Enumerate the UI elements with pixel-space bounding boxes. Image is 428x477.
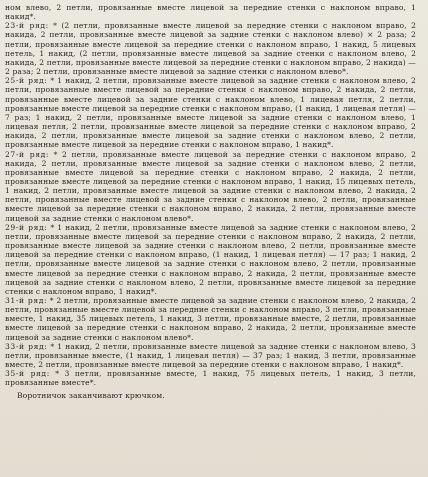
final-note: Воротничок заканчивают крючком. bbox=[17, 390, 165, 400]
paragraph-text: * 1 накид, 2 петли, провязанные вместе лицевой за задние стенки с наклоном влево, 3 петли, провязанные вместе, (1 накид, 1 лицевая петля) — 37 раз; 1 накид, 3 петли, провязанные вместе, 2 петли, провязанные вместе лицевой за передние стенки с наклоном вправо, 1 накид*. bbox=[5, 341, 416, 370]
row-heading: 35-й ряд: bbox=[5, 369, 50, 379]
paragraph-row-25 bbox=[5, 76, 416, 149]
paragraph-row-33 bbox=[5, 342, 416, 369]
row-heading: 23-й ряд: bbox=[5, 21, 49, 31]
knitting-instructions bbox=[5, 3, 416, 400]
paragraph-continuation bbox=[5, 3, 416, 21]
row-heading: 33-й ряд: bbox=[5, 341, 48, 351]
paragraph-text: * 1 накид, 2 петли, провязанные вместе лицевой за задние стенки с наклоном влево, 2 петли, провязанные вместе лицевой за передние стенки с наклоном вправо, 2 накида, 2 петли, провязанные вместе лицевой за задние стенки с наклоном влево, 2 петли, провязанные вместе лицевой за передние стенки с наклоном вправо, (1 накид, 1 лицевая петля) — 17 раз; 1 накид, 2 петли, провязанные вместе лицевой за задние стенки с наклоном влево, 2 петли, провязанные вместе лицевой за передние стенки с наклоном вправо, 2 накида, 2 петли, провязанные вместе лицевой за задние стенки с наклоном влево, 2 петли, провязанные вместе лицевой за передние стенки с наклоном вправо, 1 накид*. bbox=[5, 222, 416, 296]
paragraph-text: * 3 петли, провязанные вместе, 1 накид, 75 лицевых петель, 1 накид, 3 петли, провязанные вместе*. bbox=[5, 369, 416, 388]
row-heading: 29-й ряд: bbox=[5, 222, 48, 232]
paragraph-text: * 2 петли, провязанные вместе лицевой за задние стенки с наклоном влево, 2 накида, 2 петли, провязанные вместе лицевой за передние стенки с наклоном вправо, 3 петли, провязанные вместе, 1 накид, 35 лицевых петель, 1 накид, 3 петли, провязанные вместе, 2 петли, провязанные вместе лицевой за передние стенки с наклоном вправо, 2 накида, 2 петли, провязанные вместе лицевой за задние стенки с наклоном влево*. bbox=[5, 296, 417, 342]
paragraph-text: ном влево, 2 петли, провязанные вместе лицевой за передние стенки с наклоном вправо, 1 накид*. bbox=[5, 3, 416, 22]
paragraph-row-23 bbox=[5, 21, 416, 76]
paragraph-text: * 1 накид, 2 петли, провязанные вместе лицевой за задние стенки с наклоном влево, 2 петли, провязанные вместе лицевой за передние стенки с наклоном вправо, 2 накида, 2 петли, провязанные вместе лицевой за задние стенки с наклоном влево, 1 лицевая петля, 2 петли, провязанные вместе лицевой за передние стенки с наклоном вправо, (1 накид, 1 лицевая петля) — 7 раз; 1 накид, 2 петли, провязанные вместе лицевой за задние стенки с наклоном влево, 1 лицевая петля, 2 петли, провязанные вместе лицевой за передние стенки с наклоном вправо, 2 накида, 2 петли, провязанные вместе лицевой за задние стенки с наклоном влево, 2 петли, провязанные вместе лицевой за передние стенки с наклоном вправо, 1 накид*. bbox=[5, 76, 416, 150]
row-heading: 31-й ряд: bbox=[5, 296, 48, 305]
paragraph-row-35 bbox=[5, 369, 416, 387]
paragraph-text: * (2 петли, провязанные вместе лицевой за передние стенки с наклоном вправо, 2 накида, 2 петли, провязанные вместе лицевой за задние стенки с наклоном влево) × 2 раза; 2 петли, провязанные вместе лицевой за передние стенки с наклоном вправо, 1 накид, 5 лицевых петель, 1 накид, (2 петли, провязанные вместе лицевой за задние стенки с наклоном влево, 2 накида, 2 петли, провязанные вместе лицевой за передние стенки с наклоном вправо, 2 накида) — 2 раза; 2 петли, провязанные вместе лицевой за задние стенки с наклоном влево*. bbox=[5, 21, 416, 77]
paragraph-text: * 2 петли, провязанные вместе лицевой за передние стенки с наклоном вправо, 2 накида, 2 петли, провязанные вместе лицевой за задние стенки с наклоном влево, 2 петли, провязанные вместе лицевой за передние стенки с наклоном вправо, 2 накида, 2 петли, провязанные вместе лицевой за передние стенки с наклоном вправо, 1 накид, 15 лицевых петель, 1 накид, 2 петли, провязанные вместе лицевой за задние стенки с наклоном влево, 2 накида, 2 петли, провязанные вместе лицевой за задние стенки с наклоном влево, 2 петли, провязанные вместе лицевой за передние стенки с наклоном вправо, 2 накида, 2 петли, провязанные вместе лицевой за задние стенки с наклоном влево*. bbox=[5, 149, 416, 223]
row-heading: 25-й ряд: bbox=[5, 76, 48, 86]
row-heading: 27-й ряд: bbox=[5, 149, 50, 159]
paragraph-row-31 bbox=[5, 296, 416, 342]
paragraph-row-27 bbox=[5, 150, 416, 223]
paragraph-row-29 bbox=[5, 223, 416, 296]
